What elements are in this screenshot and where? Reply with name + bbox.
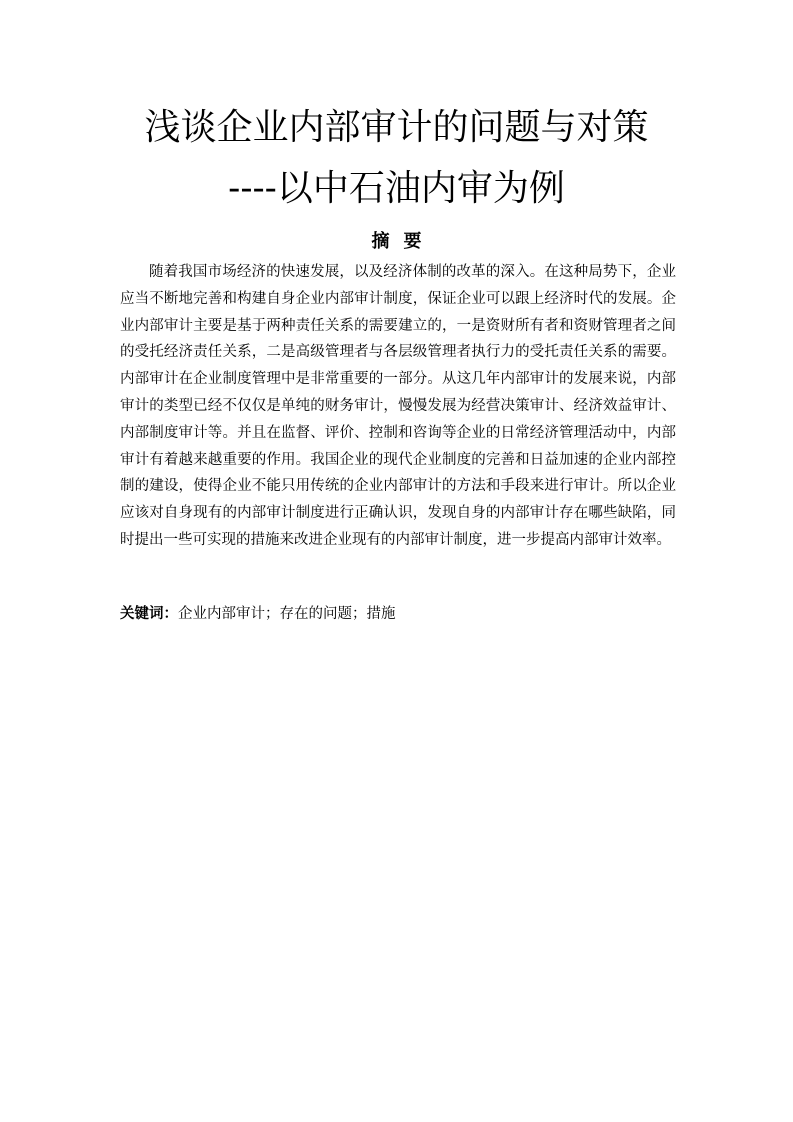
title-line-1: 浅谈企业内部审计的问题与对策 — [144, 107, 649, 148]
abstract-heading: 摘要 — [371, 231, 436, 252]
abstract-body: 随着我国市场经济的快速发展，以及经济体制的改革的深入。在这种局势下，企业应当不断地完善和构建自身企业内部审计制度，保证企业可以跟上经济时代的发展。企业内部审计主要是基于两种责任关系的需要建立的，一是资财所有者和资财管理者之间的受托经济责任关系，二是高级管理者与各层级管理者执行力的受托责任关系的需要。内部审计在企业制度管理中是非常重要的一部分。从这几年内部审计的发展来说，内部审计的类型已经不仅仅是单纯的财务审计，慢慢发展为经营决策审计、经济效益审计、内部制度审计等。并且在监督、评价、控制和咨询等企业的日常经济管理活动中，内部审计有着越来越重要的作用。我国企业的现代企业制度的完善和日益加速的企业内部控制的建设，使得企业不能只用传统的企业内部审计的方法和手段来进行审计。所以企业应该对自身现有的内部审计制度进行正确认识，发现自身的内部审计存在哪些缺陷，同时提出一些可实现的措施来改进企业现有的内部审计制度，进一步提高内部审计效率。 — [120, 264, 676, 548]
title-line-2: ----以中石油内审为例 — [228, 168, 565, 209]
keywords-value: 企业内部审计；存在的问题；措施 — [178, 606, 396, 622]
keywords-line — [120, 601, 676, 627]
keywords-label: 关键词： — [120, 606, 178, 622]
